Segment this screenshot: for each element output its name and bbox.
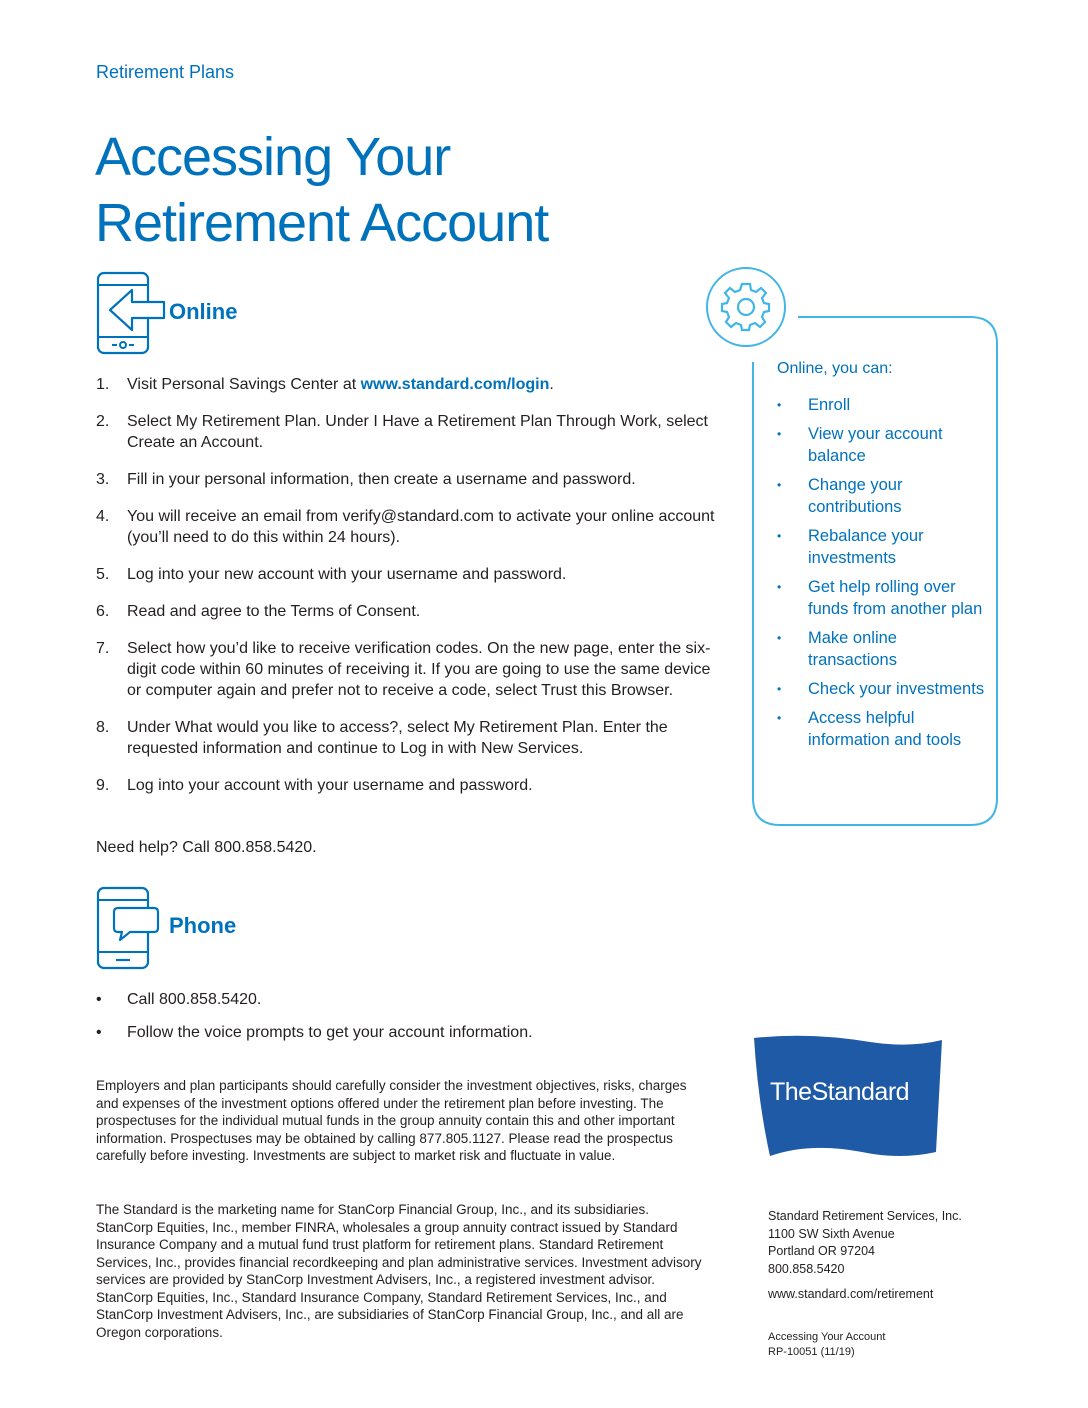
the-standard-logo [750,1032,946,1162]
address-block [768,1208,962,1304]
list-item: • Rebalance your investments [777,527,924,567]
list-item: 8. Under What would you like to access?, select My Retirement Plan. Enter the requested information and continue to Log in with New Services. [96,719,668,757]
list-item: • View your account balance [777,425,943,465]
online-features-list [777,394,987,758]
list-item: • Follow the voice prompts to get your account information. [96,1024,533,1041]
registered-mark: ® [922,1076,929,1086]
website-link[interactable]: www.standard.com/retirement [768,1287,934,1301]
company-name: Standard Retirement Services, Inc. [768,1209,962,1223]
phone-number: 800.858.5420 [768,1261,845,1276]
list-item: 6. Read and agree to the Terms of Consent. [96,603,421,620]
online-features-heading: Online, you can: [777,360,893,377]
login-link[interactable]: www.standard.com/login [360,376,550,393]
list-item: • Call 800.858.5420. [96,991,262,1008]
arrow-left-icon [108,288,166,337]
page-title-line2: Retirement Account [95,193,549,253]
help-text: Need help? Call 800.858.5420. [96,839,317,856]
document-title: Accessing Your Account [768,1331,886,1343]
list-item: 5. Log into your new account with your username and password. [96,566,567,583]
page-title-line1: Accessing Your [95,127,451,187]
list-item: 7. Select how you’d like to receive verification codes. On the new page, enter the six-digit code within 60 minutes of receiving it. If you are going to use the same device or computer again and prefer not to receive a code, select Trust this Browser. [96,640,711,699]
phone-steps-list [96,989,533,1055]
list-item: • Check your investments [777,680,985,698]
list-item: • Access helpful information and tools [777,709,962,749]
list-item: • Enroll [777,396,851,414]
city-state-zip: Portland OR 97204 [768,1244,876,1258]
phone-heading: Phone [169,913,237,938]
document-code: RP-10051 (11/19) [768,1346,855,1358]
list-item: 1. Visit Personal Savings Center at www.standard.com/login. [96,376,554,393]
list-item: • Make online transactions [777,629,897,669]
corporate-disclaimer: The Standard is the marketing name for StanCorp Financial Group, Inc., and its subsidiaries. StanCorp Equities, Inc., member FINRA, wholesales a group annuity contract issued by Standard Insurance Company and a mutual fund trust platform for retirement plans. Standard Retirement Services, Inc., provides financial recordkeeping and plan administrative services. Investment advisory services are provided by StanCorp Investment Advisers, Inc., a registered investment advisor. StanCorp Equities, Inc., Standard Insurance Company, Standard Retirement Services, Inc., and StanCorp Investment Advisers, Inc., are subsidiaries of StanCorp Financial Group, Inc., and all are Oregon corporations. [96,1202,702,1340]
document-meta [768,1330,885,1360]
list-item: 4. You will receive an email from verify@standard.com to activate your online account (you’ll need to do this within 24 hours). [96,508,715,546]
investment-disclaimer: Employers and plan participants should carefully consider the investment objectives, risks, charges and expenses of the investment options offered under the retirement plan before investing. The prospectuses for the individual mutual funds in the group annuity contain this and other important information. Prospectuses may be obtained by calling 877.805.1127. Please read the prospectus carefully before investing. Investments are subject to market risk and fluctuate in value. [96,1078,687,1163]
page-title [95,124,548,256]
list-item: • Change your contributions [777,476,903,516]
list-item: 3. Fill in your personal information, then create a username and password. [96,471,636,488]
gear-icon [705,266,787,353]
phone-chat-icon [96,886,152,970]
logo-wordmark: TheStandard [770,1078,910,1106]
list-item: 9. Log into your account with your username and password. [96,777,533,794]
online-heading: Online [169,299,238,324]
street-address: 1100 SW Sixth Avenue [768,1226,895,1241]
list-item: 2. Select My Retirement Plan. Under I Have a Retirement Plan Through Work, select Create an Account. [96,413,708,451]
online-steps-list [96,374,716,812]
list-item: • Get help rolling over funds from another plan [777,578,983,618]
eyebrow-label: Retirement Plans [96,62,235,82]
